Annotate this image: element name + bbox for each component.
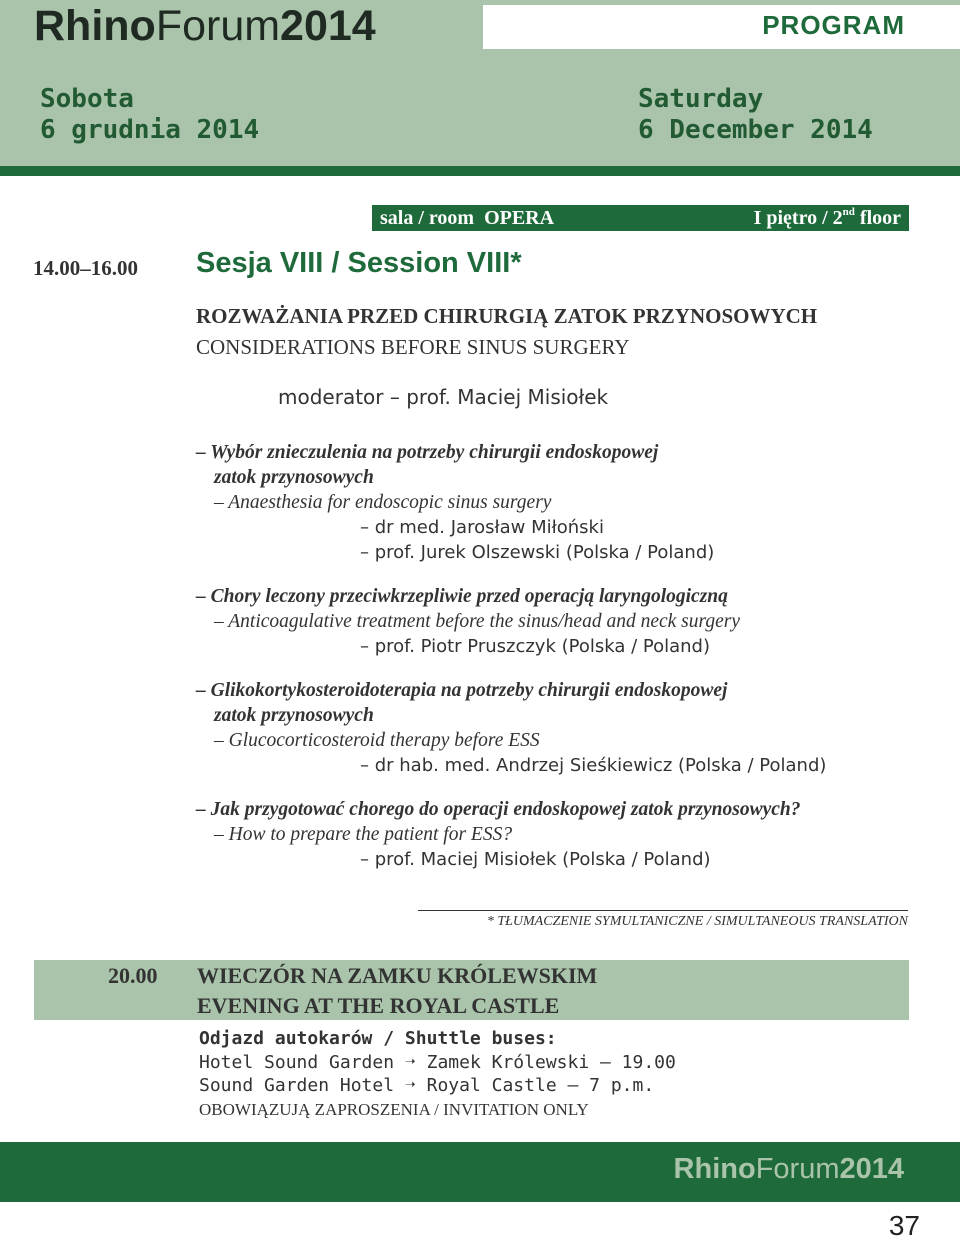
room-floor (754, 205, 901, 231)
talk-1-title-pl: – Wybór znieczulenia na potrzeby chirurgii endoskopowej (196, 442, 659, 463)
invitation-note: OBOWIĄZUJĄ ZAPROSZENIA / INVITATION ONLY (199, 1100, 589, 1119)
bus-en-from: Sound Garden Hotel (199, 1075, 395, 1096)
talk-3-speaker-1: – dr hab. med. Andrzej Sieśkiewicz (Polska / Poland) (360, 755, 827, 776)
arrow-right-icon: ➝ (404, 1075, 416, 1096)
footer-logo-year: 2014 (839, 1153, 904, 1185)
footer-logo-light: Forum (755, 1153, 840, 1185)
floor-sup: nd (842, 206, 855, 218)
talk-4-speaker-1: – prof. Maciej Misiołek (Polska / Poland) (360, 849, 711, 870)
session-moderator: moderator – prof. Maciej Misiołek (278, 385, 609, 409)
talk-3-title-en: – Glucocorticosteroid therapy before ESS (214, 730, 540, 751)
day-pl: Sobota (40, 84, 134, 114)
logo-year: 2014 (280, 2, 376, 50)
room-name: sala / room OPERA (380, 207, 555, 229)
session-title: Sesja VIII / Session VIII* (196, 247, 522, 279)
floor-text: I piętro / 2 (753, 207, 843, 229)
talk-2-title-en: – Anticoagulative treatment before the sinus/head and neck surgery (214, 611, 741, 632)
arrow-right-icon: ➝ (404, 1052, 416, 1073)
logo-header (34, 0, 376, 52)
bus-pl-to: Zamek Królewski – 19.00 (426, 1052, 676, 1073)
talk-1-speaker-2: – prof. Jurek Olszewski (Polska / Poland) (360, 542, 715, 563)
footer-logo-bold: Rhino (673, 1153, 756, 1185)
session-time: 14.00–16.00 (33, 256, 138, 280)
logo-bold: Rhino (34, 2, 156, 50)
talk-3-title-pl-cont: zatok przynosowych (214, 705, 374, 726)
date-pl: 6 grudnia 2014 (40, 115, 260, 145)
date-polish (40, 84, 259, 146)
program-label: PROGRAM (762, 10, 905, 40)
date-english (638, 84, 873, 146)
header-divider (0, 166, 960, 176)
bus-heading: Odjazd autokarów / Shuttle buses: (199, 1028, 557, 1049)
talk-3-title-pl: – Glikokortykosteroidoterapia na potrzeby chirurgii endoskopowej (196, 680, 728, 701)
talk-2-title-pl: – Chory leczony przeciwkrzepliwie przed operacją laryngologiczną (196, 586, 728, 607)
talk-1-speaker-1: – dr med. Jarosław Miłoński (360, 517, 604, 538)
session-topic-pl: ROZWAŻANIA PRZED CHIRURGIĄ ZATOK PRZYNOSOWYCH (196, 304, 818, 328)
talk-1-title-en: – Anaesthesia for endoscopic sinus surgery (214, 492, 552, 513)
room-bar (372, 205, 909, 231)
session-topic-en: CONSIDERATIONS BEFORE SINUS SURGERY (196, 335, 630, 359)
footnote: * TŁUMACZENIE SYMULTANICZNE / SIMULTANEOUS TRANSLATION (486, 914, 908, 929)
bus-line-pl (199, 1052, 676, 1073)
evening-time: 20.00 (108, 963, 158, 988)
date-en: 6 December 2014 (638, 115, 873, 145)
logo-footer (674, 1153, 904, 1186)
talk-1-title-pl-cont: zatok przynosowych (214, 467, 374, 488)
page-number: 37 (888, 1210, 920, 1241)
evening-title-pl: WIECZÓR NA ZAMKU KRÓLEWSKIM (197, 963, 598, 988)
floor-suffix: floor (854, 207, 901, 229)
day-en: Saturday (638, 84, 764, 114)
talk-2-speaker-1: – prof. Piotr Pruszczyk (Polska / Poland) (360, 636, 710, 657)
bus-pl-from: Hotel Sound Garden (199, 1052, 395, 1073)
bus-en-to: Royal Castle – 7 p.m. (426, 1075, 655, 1096)
talk-4-title-en: – How to prepare the patient for ESS? (214, 824, 513, 845)
logo-light: Forum (155, 2, 281, 50)
evening-title-en: EVENING AT THE ROYAL CASTLE (197, 993, 560, 1018)
talk-4-title-pl: – Jak przygotować chorego do operacji endoskopowej zatok przynosowych? (196, 799, 801, 820)
bus-line-en (199, 1075, 654, 1096)
footnote-rule (418, 910, 908, 911)
